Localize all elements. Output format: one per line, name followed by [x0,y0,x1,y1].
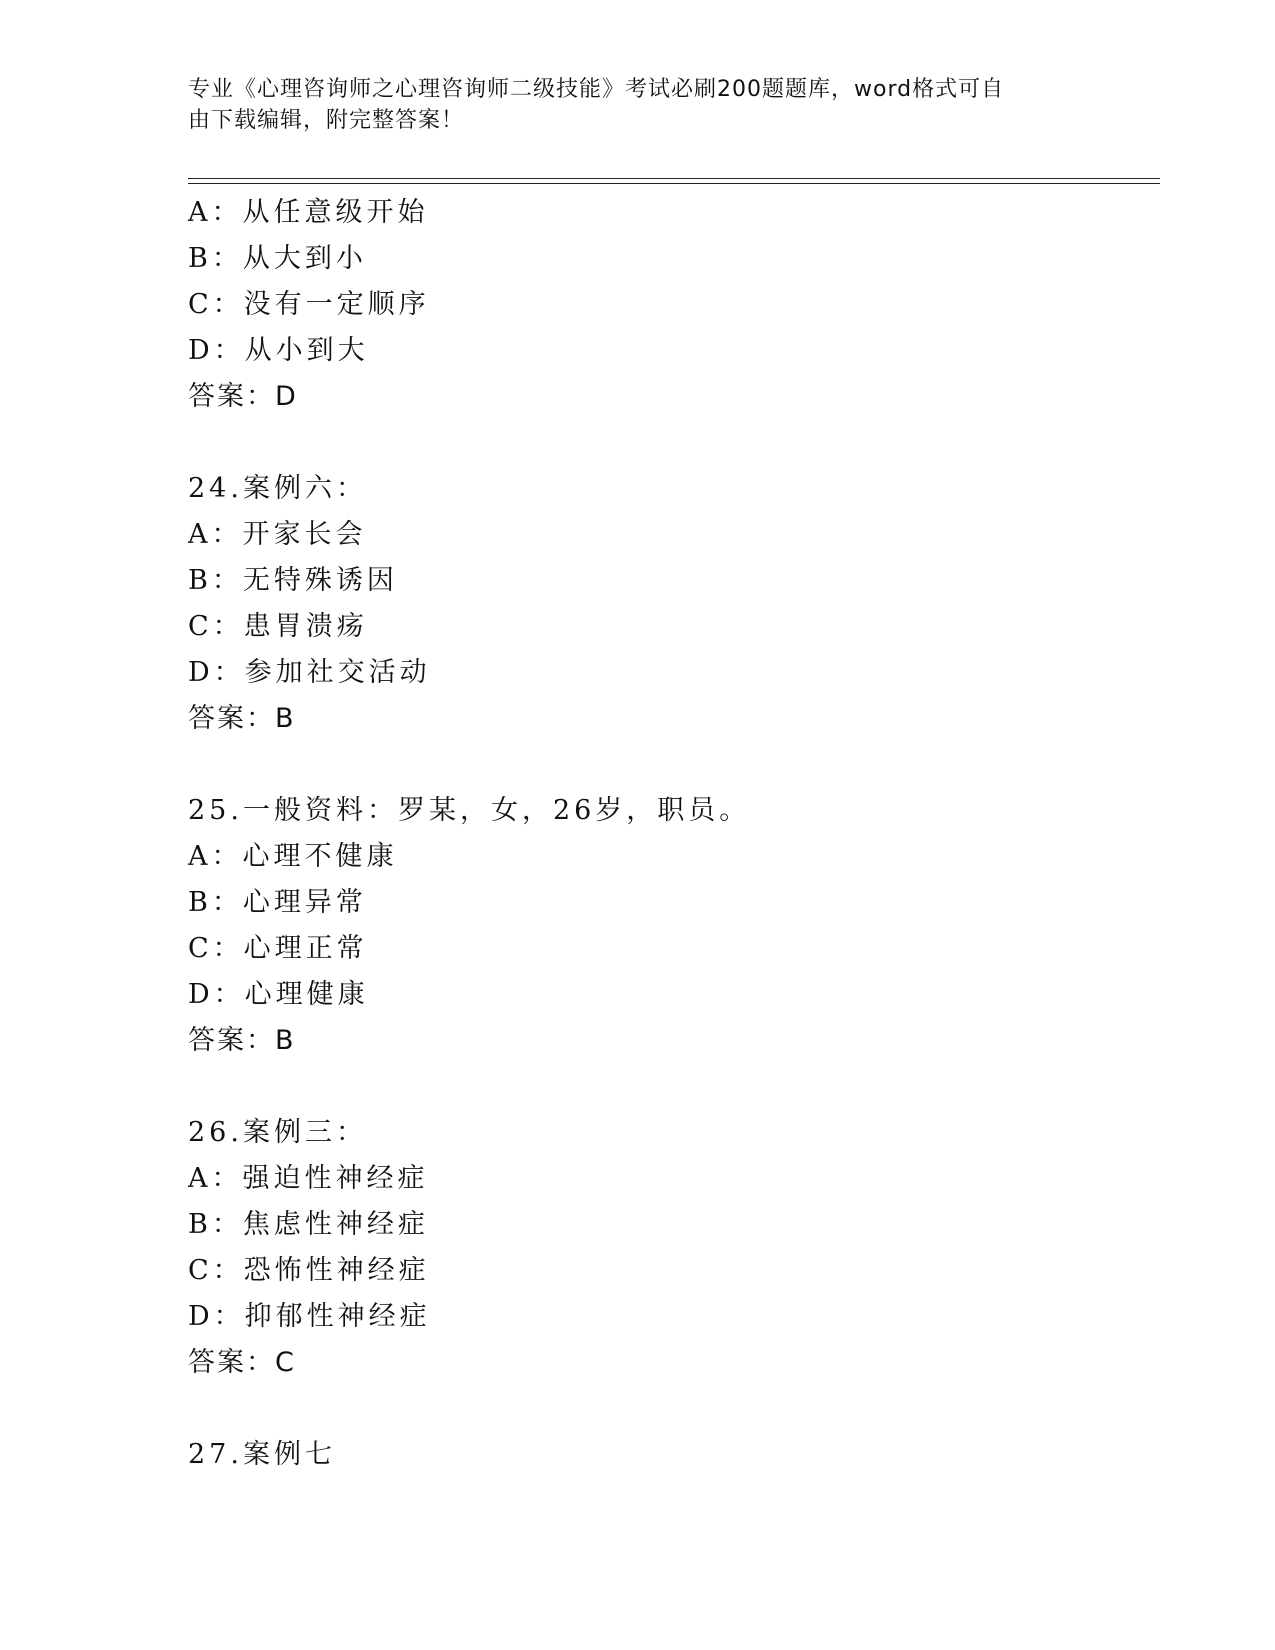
spacer [188,742,1148,788]
question-27 [188,1432,1148,1478]
header-line-1: 专业《心理咨询师之心理咨询师二级技能》考试必刷200题题库，word格式可自 [188,77,1005,102]
option-c: C：心理正常 [188,933,368,964]
document-header [188,74,1088,136]
question-list [188,190,1148,1478]
answer: 答案：D [188,381,298,412]
option-b: B：心理异常 [188,887,367,918]
option-a: A：开家长会 [188,519,367,550]
spacer [188,1064,1148,1110]
option-b: B：从大到小 [188,243,367,274]
option-c: C：没有一定顺序 [188,289,430,320]
option-d: D：参加社交活动 [188,657,431,688]
option-b: B：焦虑性神经症 [188,1209,429,1240]
question-stem: 24.案例六： [188,473,367,504]
header-divider-bottom [188,183,1160,184]
question-stem: 26.案例三： [188,1117,367,1148]
option-a: A：从任意级开始 [188,197,429,228]
option-a: A：心理不健康 [188,841,398,872]
question-26 [188,1110,1148,1386]
answer: 答案：C [188,1347,296,1378]
question-24 [188,466,1148,742]
header-line-2: 由下载编辑，附完整答案！ [188,108,465,133]
option-d: D：心理健康 [188,979,369,1010]
question-23 [188,190,1148,420]
question-stem: 25.一般资料：罗某，女，26岁，职员。 [188,795,751,826]
question-stem: 27.案例七 [188,1439,336,1470]
option-b: B：无特殊诱因 [188,565,398,596]
option-c: C：恐怖性神经症 [188,1255,430,1286]
option-d: D：从小到大 [188,335,369,366]
header-divider-top [188,178,1160,179]
option-d: D：抑郁性神经症 [188,1301,431,1332]
spacer [188,1386,1148,1432]
option-c: C：患胃溃疡 [188,611,368,642]
answer: 答案：B [188,1025,296,1056]
answer: 答案：B [188,703,296,734]
option-a: A：强迫性神经症 [188,1163,429,1194]
spacer [188,420,1148,466]
question-25 [188,788,1148,1064]
